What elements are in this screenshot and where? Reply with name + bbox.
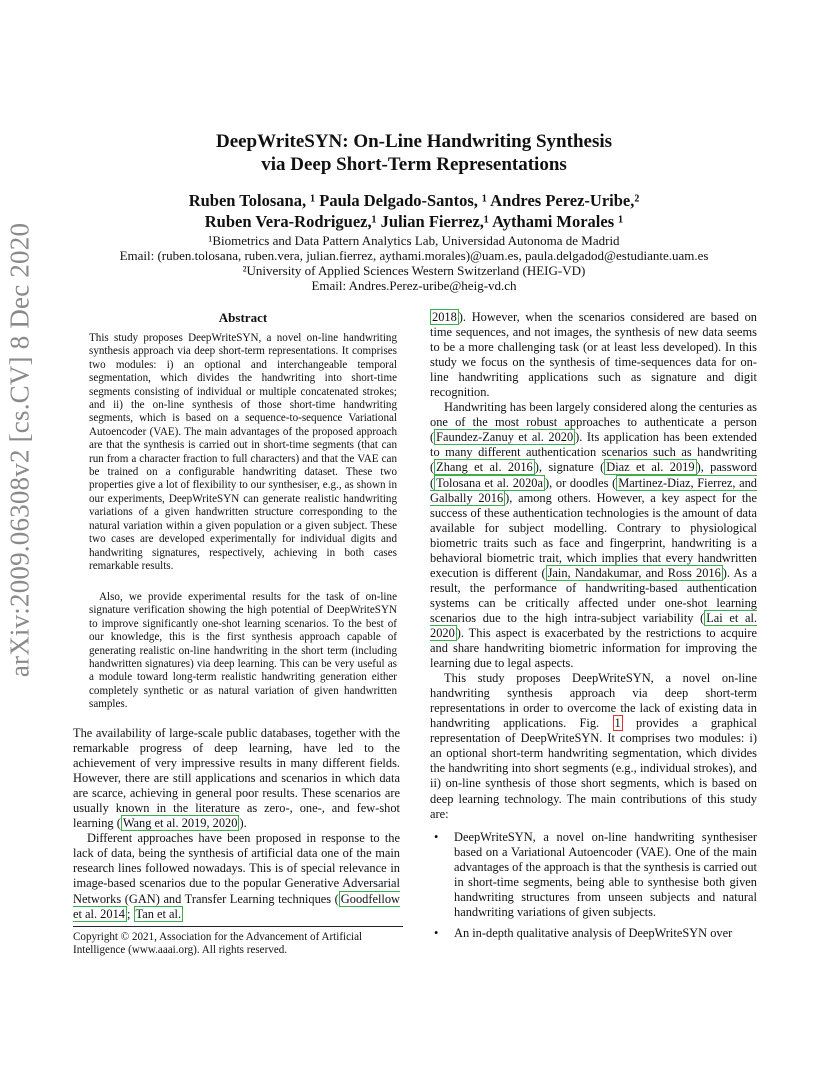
abstract-paragraph-2: Also, we provide experimental results for the task of on-line signature verification showing the high potential of DeepWriteSYN to improve significantly one-shot learning scenarios. To the best of our knowledge, this is the first synthesis approach capable of generating realistic on-line handwriting in the short term (including handwritten signatures) via deep learning. This can be very useful as a module toward long-term realistic handwriting generation either completely synthetic or as natural variation of given handwritten samples. <box>89 591 397 711</box>
author-list <box>0 190 828 232</box>
paper-title <box>0 130 828 176</box>
authors-line-2: Ruben Vera-Rodriguez,¹ Julian Fierrez,¹ Aythami Morales ¹ <box>204 212 624 231</box>
arxiv-stamp: arXiv:2009.06308v2 [cs.CV] 8 Dec 2020 <box>4 222 35 678</box>
citation-link[interactable]: Diaz et al. 2019 <box>606 460 695 475</box>
citation-link[interactable]: Lai et al. 2020 <box>430 610 757 640</box>
body-paragraph-proposal: This study proposes DeepWriteSYN, a novel on-line handwriting synthesis approach via deep short-term representations in order to overcome the lack of existing data in handwriting applications. Fig. 1 provides a graphical representation of DeepWriteSYN. It comprises two modules: i) an optional short-term handwriting segmentation, which divides the handwriting into short segments (e.g., individual strokes), and ii) on-line synthesis of those short segments, which is based on deep learning technology. The main contributions of this study are: <box>430 671 757 821</box>
title-line-2: via Deep Short-Term Representations <box>261 154 567 175</box>
citation-link[interactable]: Martinez-Diaz, Fierrez, and Galbally 2016 <box>430 475 757 505</box>
citation-link[interactable]: 2018 <box>432 310 457 324</box>
intro-paragraph-2: Different approaches have been proposed in response to the lack of data, being the synthesis of artificial data one of the main research lines followed nowadays. This is of special relevance in image-based scenarios due to the popular Generative Adversarial Networks (GAN) and Transfer Learning techniques ( Goodfellow et al. 2014 ; Tan et al. <box>73 831 400 921</box>
body-paragraph-continued: 2018 ). However, when the scenarios considered are based on time sequences, and not images, the synthesis of new data seems to be a more challenging task (or at least less developed). In this study we focus on the synthesis of time-sequences data for on-line handwriting applications such as signature and digit recognition. <box>430 310 757 400</box>
citation-link[interactable]: Tan et al. <box>135 906 182 921</box>
citation-link[interactable]: Wang et al. 2019, 2020 <box>122 816 238 831</box>
citation-link[interactable]: Goodfellow et al. 2014 <box>73 891 400 921</box>
abstract-heading: Abstract <box>218 310 268 325</box>
body-paragraph-handwriting: Handwriting has been largely considered along the centuries as one of the most robust approaches to authenticate a person ( Faundez-Zanuy et al. 2020 ). Its application has been extended to many different authentication scenarios such as handwriting ( Zhang et al. 2016 ), signature ( Diaz et al. 2019 ), password ( Tolosana et al. 2020a ), or doodles ( Martinez-Diaz, Fierrez, and Galbally 2016 ), among others. However, a key aspect for the success of these authentication technologies is the amount of data available for subject modelling. Contrary to physiological biometric traits such as face and fingerprint, handwriting is a behavioral biometric trait, which implies that every handwritten execution is different ( Jain, Nandakumar, and Ross 2016 ). As a result, the performance of handwriting-based authentication systems can be critically affected under one-shot learning scenarios due to the high intra-subject variability ( Lai et al. 2020 ). This aspect is exacerbated by the restrictions to acquire and share handwriting biometric information for improving the learning due to legal aspects. <box>430 400 758 671</box>
citation-link[interactable]: Zhang et al. 2016 <box>436 460 533 475</box>
figure-link[interactable]: 1 <box>614 716 621 731</box>
citation-link[interactable]: Tolosana et al. 2020a <box>436 475 543 490</box>
list-item: • DeepWriteSYN, a novel on-line handwriting synthesiser based on a Variational Autoencoder (VAE). One of the main advantages of the approach is that the synthesis is carried out in short-time segments, being able to synthesise both given handwriting structures from unseen subjects and natural handwriting variations of given subjects. <box>430 830 757 920</box>
affiliation-email-1: Email: (ruben.tolosana, ruben.vera, julian.fierrez, aythami.morales)@uam.es, paula.delgadod@estudiante.uam.es <box>119 248 709 263</box>
affiliations <box>0 233 828 293</box>
contributions-list <box>430 830 757 941</box>
citation-link[interactable]: Faundez-Zanuy et al. 2020 <box>436 430 574 445</box>
affiliation-email-2: Email: Andres.Perez-uribe@heig-vd.ch <box>311 278 517 293</box>
copyright-footnote: Copyright © 2021, Association for the Advancement of Artificial Intelligence (www.aaai.org). All rights reserved. <box>73 926 403 958</box>
authors-line-1: Ruben Tolosana, ¹ Paula Delgado-Santos, ¹ Andres Perez-Uribe,² <box>188 191 640 210</box>
intro-paragraph-1: The availability of large-scale public databases, together with the remarkable progress of deep learning, have led to the achievement of very impressive results in many different fields. However, there are still applications and scenarios in which data are scarce, achieving in general poor results. These scenarios are usually known in the literature as zero-, one-, and few-shot learning ( Wang et al. 2019, 2020 ). <box>73 726 400 831</box>
title-line-1: DeepWriteSYN: On-Line Handwriting Synthesis <box>215 131 613 152</box>
citation-link[interactable]: Jain, Nandakumar, and Ross 2016 <box>547 565 721 580</box>
right-column-body <box>430 310 757 947</box>
left-column-body <box>73 726 400 922</box>
affiliation-2: ²University of Applied Sciences Western Switzerland (HEIG-VD) <box>242 263 586 278</box>
list-item: • An in-depth qualitative analysis of DeepWriteSYN over <box>430 926 757 941</box>
abstract-paragraph-1: This study proposes DeepWriteSYN, a novel on-line handwriting synthesis approach via deep short-term representations. It comprises two modules: i) an optional and interchangeable temporal segmentation, which divides the handwriting into short-time segments consisting of individual or multiple concatenated strokes; and ii) the on-line synthesis of those short-time handwriting segments, which is based on a sequence-to-sequence Variational Autoencoder (VAE). The main advantages of the proposed approach are that the synthesis is carried out in short-time segments (that can run from a character fraction to full characters) and that the VAE can be trained on a configurable handwriting dataset. These two properties give a lot of flexibility to our synthesiser, e.g., as shown in our experiments, DeepWriteSYN can generate realistic handwriting variations of a given handwritten structure corresponding to the natural variation within a given population or a given subject. These two cases are developed experimentally for individual digits and handwriting signatures, respectively, achieving in both cases remarkable results. <box>89 332 397 572</box>
affiliation-1: ¹Biometrics and Data Pattern Analytics Lab, Universidad Autonoma de Madrid <box>208 233 620 248</box>
